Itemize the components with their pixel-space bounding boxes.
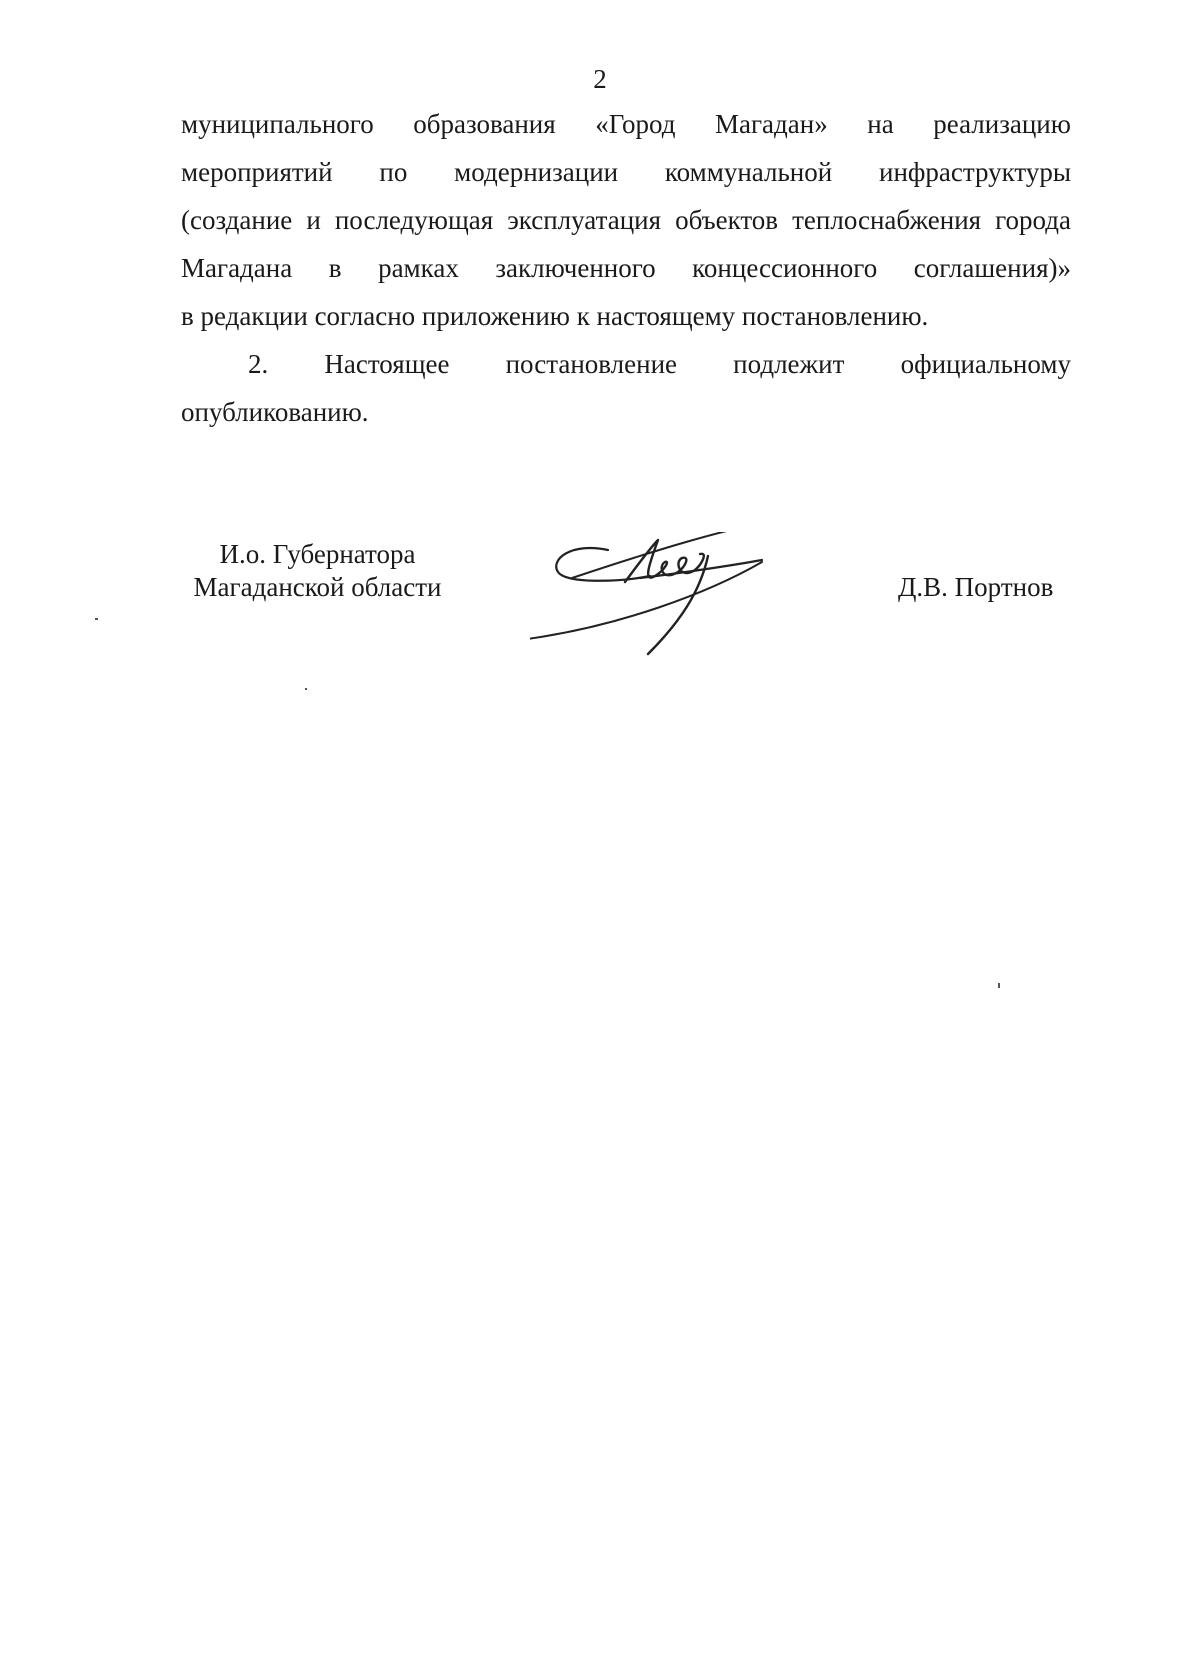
word: коммунальной xyxy=(664,157,833,187)
word: Магадана xyxy=(181,253,293,283)
paragraph1-line-2 xyxy=(181,148,1071,196)
scan-speck xyxy=(95,618,98,620)
handwritten-signature-icon xyxy=(530,532,830,682)
scan-speck xyxy=(998,983,1000,988)
page-number: 2 xyxy=(593,64,607,94)
paragraph1-line-4 xyxy=(181,244,1071,292)
word: Магадан» xyxy=(714,109,828,139)
position-line-1: И.о. Губернатора xyxy=(219,539,416,569)
word: официальному xyxy=(900,349,1071,379)
paragraph2-line-1 xyxy=(181,340,1071,388)
signatory-position xyxy=(185,538,450,604)
scan-speck xyxy=(305,688,307,690)
word: «Город xyxy=(595,109,676,139)
position-line-2: Магаданской области xyxy=(193,572,442,602)
body-text xyxy=(181,100,1071,436)
paragraph1-line-5: в редакции согласно приложению к настоящему постановлению. xyxy=(181,301,929,331)
word: модернизации xyxy=(454,157,619,187)
word: концессионного xyxy=(692,253,878,283)
paragraph1-line-1 xyxy=(181,100,1071,148)
item-number: 2. xyxy=(248,349,269,379)
word: Настоящее xyxy=(324,349,450,379)
word: реализацию xyxy=(933,109,1071,139)
word: постановление xyxy=(505,349,678,379)
word: образования xyxy=(413,109,556,139)
word: рамках xyxy=(378,253,459,283)
word: муниципального xyxy=(181,109,374,139)
word: инфраструктуры xyxy=(879,157,1071,187)
word: соглашения)» xyxy=(913,253,1071,283)
word: по xyxy=(379,157,408,187)
word: заключенного xyxy=(495,253,656,283)
word: в xyxy=(328,253,342,283)
word: подлежит xyxy=(733,349,845,379)
paragraph2-line-2: опубликованию. xyxy=(181,397,369,427)
paragraph1-line-3: (создание и последующая эксплуатация объектов теплоснабжения города xyxy=(181,205,1071,235)
word: мероприятий xyxy=(181,157,333,187)
word: на xyxy=(867,109,894,139)
signatory-name: Д.В. Портнов xyxy=(898,572,1054,602)
